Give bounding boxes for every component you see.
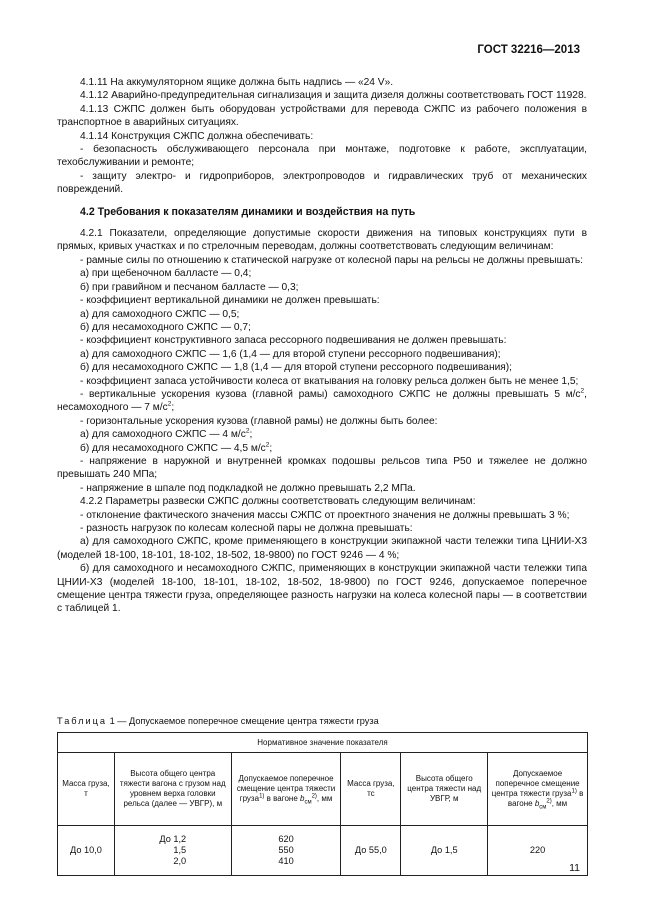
list-item-rail-stress: - напряжение в наружной и внутренней кромках подошвы рельсов типа Р50 и тяжелее не должно превышать 240 МПа;	[57, 455, 587, 481]
paragraph-4-1-12: 4.1.12 Аварийно-предупредительная сигнализация и защита дизеля должны соответствовать ГОСТ 11928.	[80, 90, 587, 102]
cell-shift-b: 220	[488, 826, 588, 876]
list-item-frame-a: а) при щебеночном балласте — 0,4;	[80, 268, 252, 280]
column-header-mass-tc: Масса груза, тс	[341, 753, 401, 826]
cell-mass-t: До 10,0	[58, 826, 115, 876]
list-item-frame-b: б) при гравийном и песчаном балласте — 0,3;	[80, 281, 299, 293]
list-item-construction-a: а) для самоходного СЖПС — 1,6 (1,4 — для второй ступени рессорного подвешивания);	[80, 348, 501, 360]
column-header-height-b: Высота общего центра тяжести над УВГР, м	[401, 753, 488, 826]
paragraph-4-1-13: 4.1.13 СЖПС должен быть оборудован устройствами для перевода СЖПС из рабочего положения в транспортное в аварийных ситуациях.	[57, 103, 587, 129]
document-body	[57, 76, 587, 616]
list-item-protection: - защиту электро- и гидроприборов, электропроводов и гидравлических труб от механических повреждений.	[57, 170, 587, 196]
cell-shift-2: 550	[278, 845, 294, 855]
column-header-shift-a: Допускаемое поперечное смещение центра тяжести груза$^{1)}$ в вагоне $b_{см}^{2)}$, мм	[231, 753, 341, 826]
list-item-vertical-dynamics: - коэффициент вертикальной динамики не должен превышать:	[80, 295, 380, 307]
table-caption-word: Таблица	[57, 716, 108, 726]
list-item-horizontal-acceleration: - горизонтальные ускорения кузова (главной рамы) не должны быть более:	[80, 415, 438, 427]
cell-shift-3: 410	[278, 856, 294, 866]
cell-shifts	[231, 826, 341, 876]
cell-shift-1: 620	[278, 834, 294, 844]
table-group-header: Нормативное значение показателя	[58, 733, 588, 753]
list-item-wheel-stability: - коэффициент запаса устойчивости колеса от вкатывания на головку рельса должен быть не менее 1,5;	[80, 375, 579, 387]
list-item-construction-reserve: - коэффициент конструктивного запаса рессорного подвешивания не должен превышать:	[80, 335, 507, 347]
list-item-mass-deviation: - отклонение фактического значения массы СЖПС от проектного значения не должны превышать 3 %;	[80, 509, 570, 521]
list-item-vertical-b: б) для несамоходного СЖПС — 0,7;	[80, 321, 251, 333]
table-caption	[57, 716, 379, 726]
cell-mass-tc: До 55,0	[341, 826, 401, 876]
list-item-sleeper-stress: - напряжение в шпале под подкладкой не должно превышать 2,2 МПа.	[80, 482, 416, 494]
list-item-load-b: б) для самоходного и несамоходного СЖПС, применяющих в конструкции экипажной части тележки типа ЦНИИ-Х3 (моделей 18-100, 18-101, 18-102, 18-502, 18-9800) по ГОСТ 9246, допускаемое поперечное смещение центра тяжести груза, определяющее разность нагрузки на колеса колесной пары — в соответствии с таблицей 1.	[57, 563, 587, 615]
paragraph-4-2-1: 4.2.1 Показатели, определяющие допустимые скорости движения на типовых конструкциях пути в прямых, кривых участках и по стрелочным переводам, должны соответствовать следующим величинам:	[57, 228, 587, 253]
paragraph-4-2-2: 4.2.2 Параметры развески СЖПС должны соответствовать следующим величинам:	[80, 496, 476, 508]
list-item-load-a: а) для самоходного СЖПС, кроме применяющего в конструкции экипажной части тележки типа ЦНИИ-Х3 (моделей 18-100, 18-101, 18-102, 18-502, 18-9800) по ГОСТ 9246 — 4 %;	[57, 536, 587, 561]
cell-height-3: 2,0	[173, 856, 187, 866]
document-code: ГОСТ 32216—2013	[477, 44, 580, 56]
table-cargo-shift	[57, 732, 588, 876]
cell-height-1: До 1,2	[159, 834, 187, 844]
page-number: 11	[569, 862, 580, 874]
column-header-mass-t: Масса груза, т	[58, 753, 115, 826]
list-item-vertical-a: а) для самоходного СЖПС — 0,5;	[80, 308, 240, 320]
list-item-construction-b: б) для несамоходного СЖПС — 1,8 (1,4 — для второй ступени рессорного подвешивания);	[80, 362, 513, 374]
column-header-height-a: Высота общего центра тяжести вагона с грузом над уровнем верха головки рельса (далее — УВГР), м	[114, 753, 231, 826]
list-item-vertical-acceleration: - вертикальные ускорения кузова (главной рамы) самоходного СЖПС не должны превышать 5 $м/с^2$, несамоходного — 7 $м/с^2$;	[57, 387, 587, 414]
list-item-frame-forces: - рамные силы по отношению к статической нагрузке от колесной пары на рельсы не должны превышать:	[80, 254, 584, 266]
section-heading-4-2: 4.2 Требования к показателям динамики и воздействия на путь	[80, 205, 416, 218]
cell-height-b: До 1,5	[401, 826, 488, 876]
paragraph-4-1-11: 4.1.11 На аккумуляторном ящике должна быть надпись — «24 V».	[80, 77, 394, 88]
list-item-safety: - безопасность обслуживающего персонала при монтаже, подготовке к работе, эксплуатации, техобслуживании и ремонте;	[57, 144, 587, 169]
table-row	[58, 826, 588, 876]
list-item-horizontal-b: б) для несамоходного СЖПС — 4,5 $м/с^2$;	[80, 441, 273, 454]
list-item-load-difference: - разность нагрузок по колесам колесной пары не должна превышать:	[80, 523, 413, 534]
cell-heights	[114, 826, 231, 876]
list-item-horizontal-a: а) для самоходного СЖПС — 4 $м/с^2$;	[80, 427, 253, 441]
cell-height-2: 1,5	[173, 845, 187, 855]
paragraph-4-1-14: 4.1.14 Конструкция СЖПС должна обеспечивать:	[80, 130, 314, 142]
column-header-shift-b: Допускаемое поперечное смещение центра тяжести груза$^{1)}$ в вагоне $b_{см}^{2)}$, мм	[488, 753, 588, 826]
table-caption-text: 1 — Допускаемое поперечное смещение центра тяжести груза	[109, 716, 379, 726]
